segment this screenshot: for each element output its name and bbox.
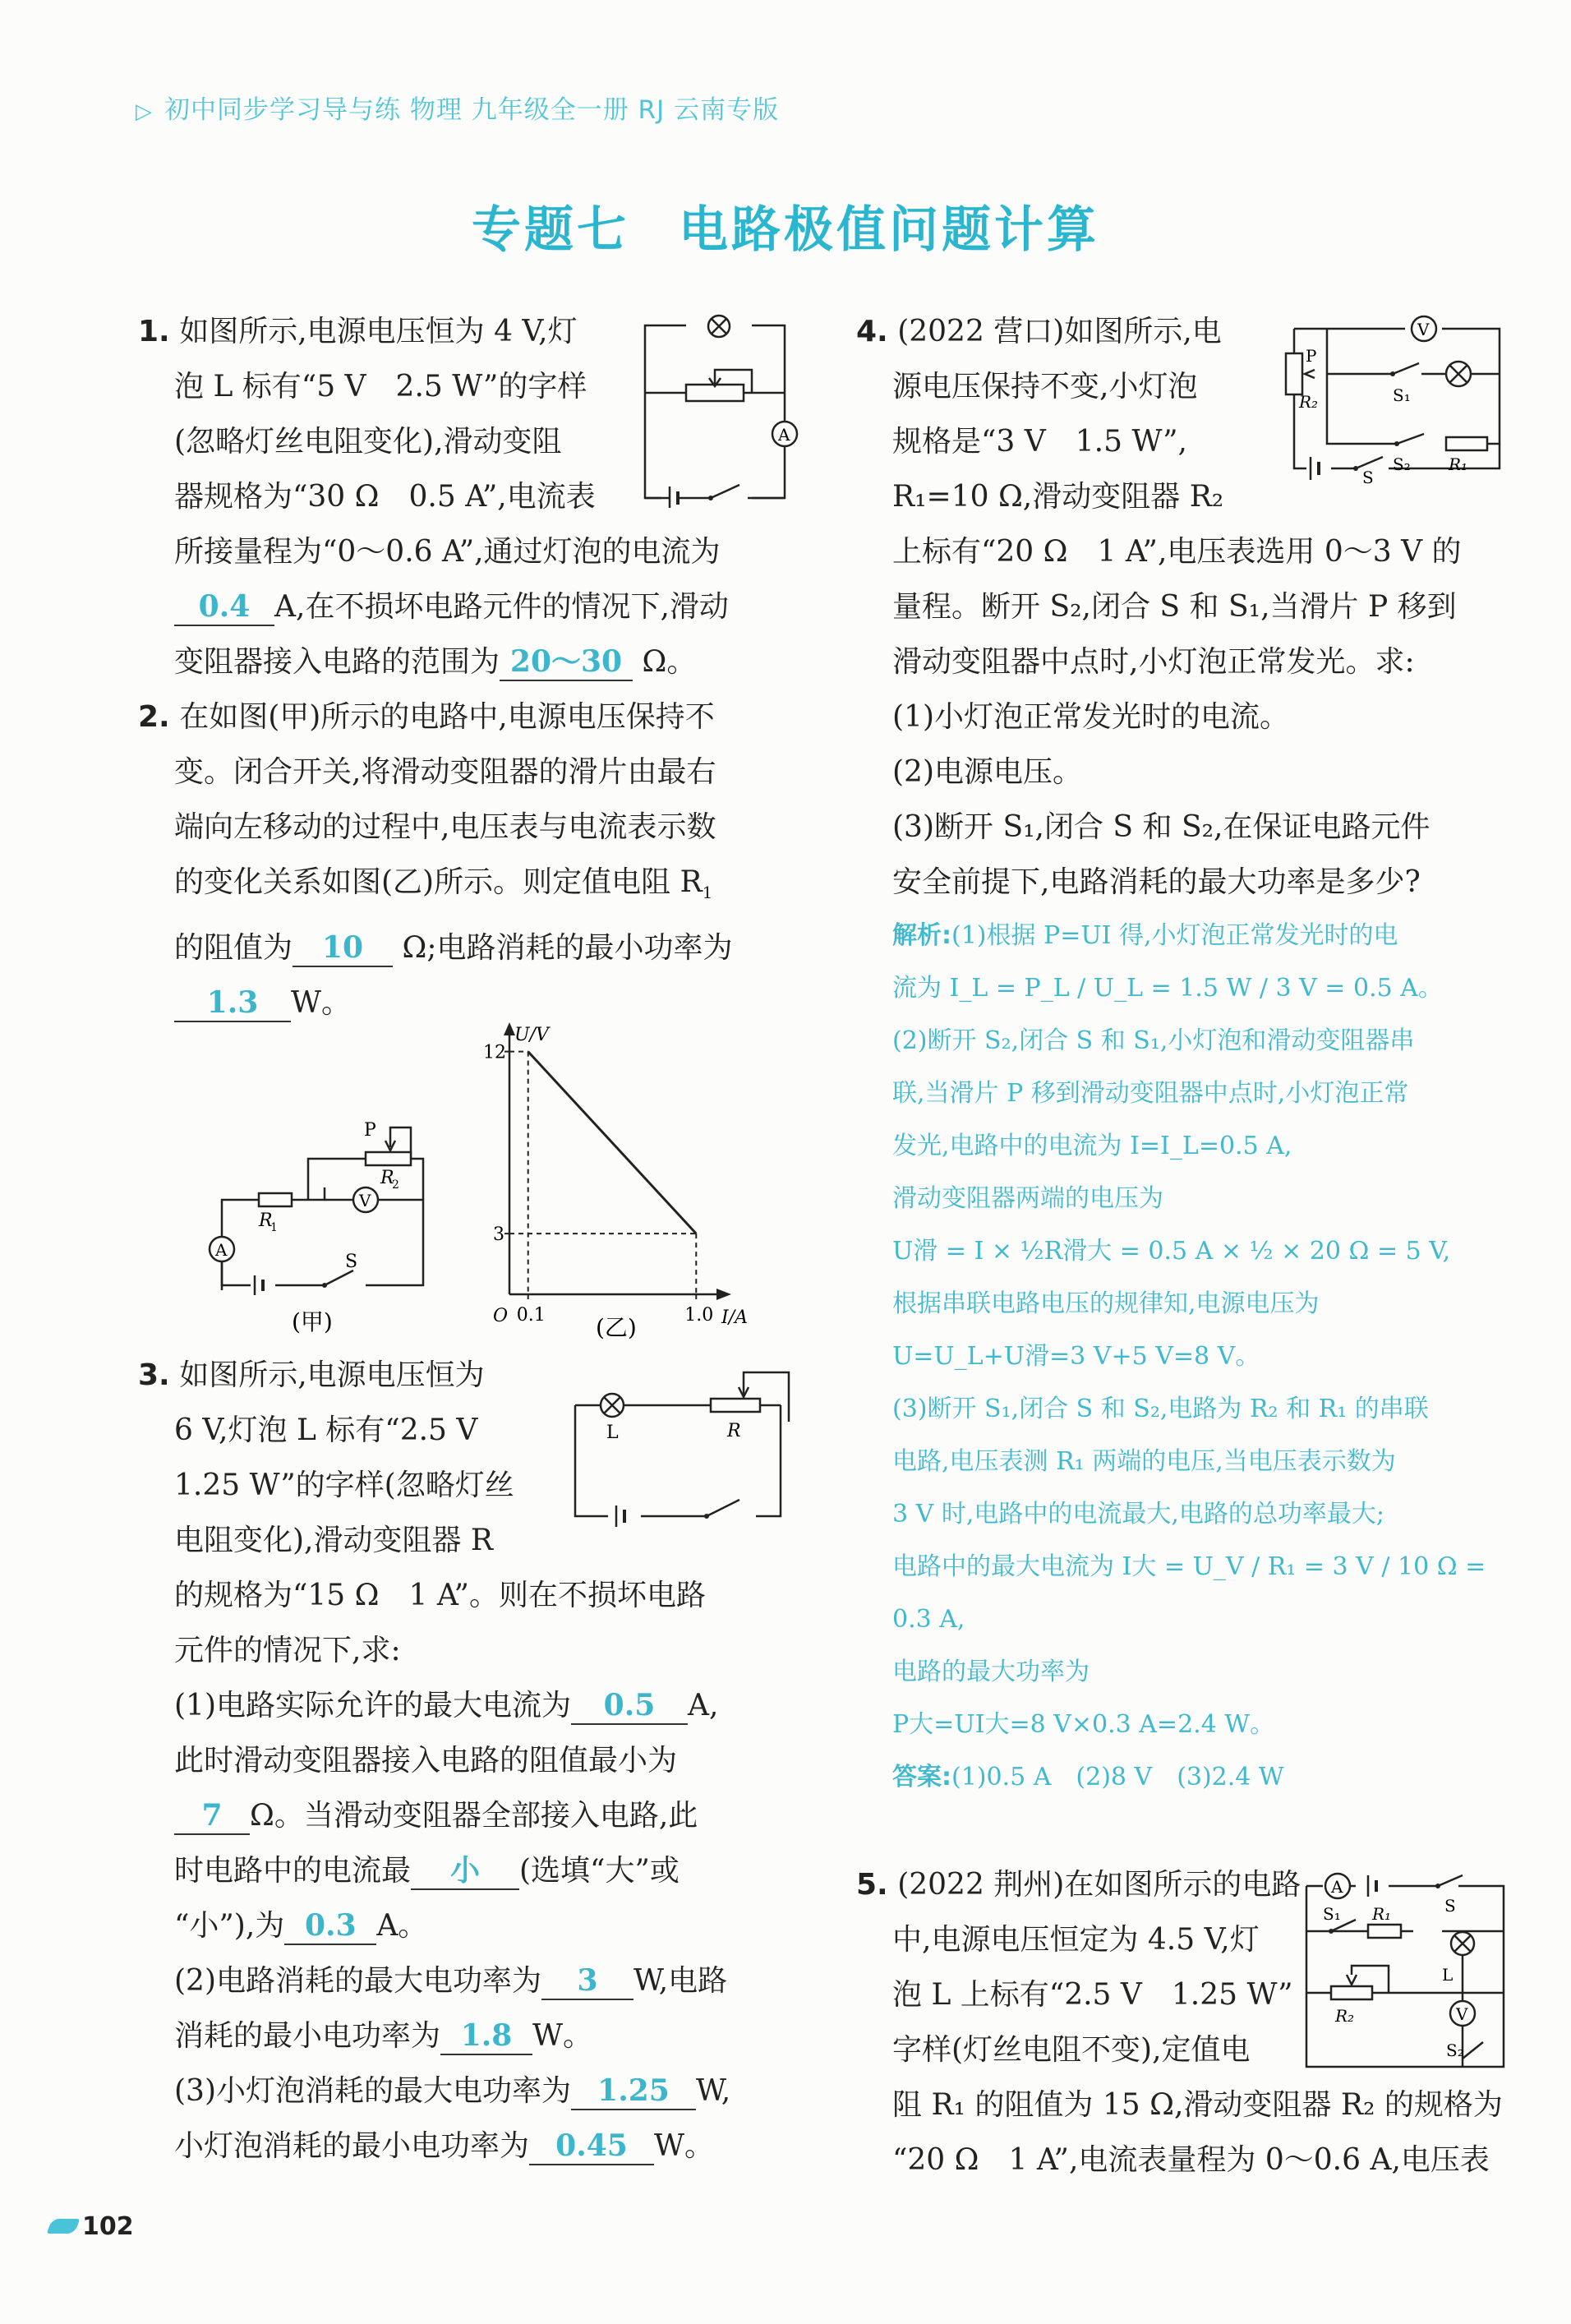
svg-text:2: 2: [392, 1178, 399, 1192]
svg-text:L: L: [1442, 1965, 1454, 1985]
origin-label: O: [493, 1306, 509, 1326]
answer-blank: 0.45: [529, 2128, 654, 2165]
q4-circuit-figure: [1278, 312, 1516, 485]
resistor-r1-icon: [1368, 1925, 1401, 1938]
x-axis-label: I/A: [721, 1307, 748, 1328]
question-2: 2. 在如图(甲)所示的电路中,电源电压保持不 变。闭合开关,将滑动变阻器的滑片由最右 端向左移动的过程中,电压表与电流表示数 的变化关系如图(乙)所示。则定值电阻 $R_1$ 的阻值为 10 Ω;电路消耗的最小功率为 1.3 W。: [138, 689, 795, 1031]
svg-text:P: P: [364, 1120, 376, 1141]
answer-blank: 20～30: [500, 643, 633, 681]
answer-blank: 0.3: [284, 1907, 376, 1945]
x-tick-label: 1.0: [684, 1305, 714, 1326]
series-line-u-i: [528, 1052, 697, 1234]
rheostat-r2-icon: [1331, 1986, 1372, 1999]
x-tick-label: 0.1: [516, 1305, 546, 1326]
svg-text:V: V: [1456, 2004, 1468, 2024]
resistor-r1-icon: [259, 1193, 292, 1206]
svg-text:R₂: R₂: [1299, 392, 1319, 412]
svg-text:1: 1: [270, 1221, 278, 1234]
svg-text:R₂: R₂: [1335, 2006, 1355, 2026]
svg-text:R: R: [380, 1168, 394, 1188]
answer-blank: 1.25: [571, 2073, 696, 2110]
svg-text:V: V: [359, 1191, 371, 1210]
svg-text:S: S: [1362, 468, 1374, 485]
y-tick-label: 12: [483, 1042, 506, 1063]
answer-blank: 0.4: [174, 588, 274, 626]
svg-text:S₁: S₁: [1323, 1904, 1341, 1924]
q2-circuit-jia: [201, 1118, 440, 1340]
question-1: 1. 如图所示,电源电压恒为 4 V,灯 泡 L 标有“5 V 2.5 W”的字样 (忽略灯丝电阻变化),滑动变阻 器规格为“30 Ω 0.5 A”,电流表 所接量程为“0～0.6 A”,通过灯泡的电流为 0.4 A,在不损坏电路元件的情况下,滑动 变阻器接入电路的范围为 20～30 Ω。: [138, 304, 795, 689]
question-3: 3. 如图所示,电源电压恒为 6 V,灯泡 L 标有“2.5 V 1.25 W”的字样(忽略灯丝 电阻变化),滑动变阻器 R 的规格为“15 Ω 1 A”。则在不损坏电路 元件的情况下,求: (1)电路实际允许的最大电流为 0.5 A, 此时滑动变阻器接入电路的阻值最小为 7 Ω。当滑动变阻器全部接入电路,此 时电路中的电流最 小 (选填“大”或 “小”),为 0.3 A。 (2)电路消耗的最大电功率为 3 W,电路 消耗的最小电功率为 1.8 W。 (3)小灯泡消耗的最大电功率为 1.25 W, 小灯泡消耗的最小电功率为 0.45 W。: [138, 1348, 795, 2174]
answer-blank: 小: [411, 1852, 519, 1890]
page-title: 专题七 电路极值问题计算: [472, 201, 1099, 259]
answer-blank: 3: [541, 1962, 633, 2000]
page-number: 102: [82, 2212, 134, 2241]
y-tick-label: 3: [493, 1224, 504, 1246]
svg-text:S₁: S₁: [1393, 385, 1411, 405]
svg-text:S₂: S₂: [1393, 454, 1411, 474]
svg-text:S: S: [1444, 1896, 1456, 1916]
q2-ui-graph: [460, 1019, 781, 1344]
q5-circuit-figure: [1298, 1865, 1520, 2079]
answer-blank: 10: [293, 929, 393, 967]
y-axis-label: U/V: [514, 1025, 549, 1045]
answer-blank: 7: [174, 1797, 250, 1835]
ammeter-label: A: [778, 425, 790, 445]
rheostat-r2-icon: [366, 1152, 411, 1165]
right-column: [856, 304, 1505, 1804]
question-5: 5. (2022 荆州)在如图所示的电路 中,电源电压恒定为 4.5 V,灯 泡 L 上标有“2.5 V 1.25 W” 字样(灯丝电阻不变),定值电 阻 R₁ 的阻值为 15 Ω,滑动变阻器 R₂ 的规格为 “20 Ω 1 A”,电流表量程为 0～0.6 A,电压表: [856, 1868, 1503, 2177]
solution: 解析:(1)根据 P=UI 得,小灯泡正常发光时的电 流为 I_L = P_L / U_L = 1.5 W / 3 V = 0.5 A。 (2)断开 S₂,闭合 S 和 S₁,小灯泡和滑动变阻器串 联,当滑片 P 移到滑动变阻器中点时,小灯泡正常 发光,电路中的电流为 I=I_L=0.5 A, 滑动变阻器两端的电压为 U滑 = I × ½R滑大 = 0.5 A × ½ × 20 Ω = 5 V, 根据串联电路电压的规律知,电源电压为 U=U_L+U滑=3 V+5 V=8 V。 (3)断开 S₁,闭合 S 和 S₂,电路为 R₂ 和 R₁ 的串联 电路,电压表测 R₁ 两端的电压,当电压表示数为 3 V 时,电路中的电流最大,电路的总功率最大; 电路中的最大电流为 I大 = U_V / R₁ = 3 V / 10 Ω = 0.3 A, 电路的最大功率为 P大=UI大=8 V×0.3 A=2.4 W。 答案:(1)0.5 A (2)8 V (3)2.4 W: [892, 921, 1486, 1791]
rheostat-r2-icon: [1286, 353, 1302, 394]
answer-blank: 0.5: [571, 1687, 688, 1725]
svg-text:R: R: [727, 1421, 741, 1441]
page-mark-icon: [47, 2219, 81, 2234]
answer-blank: 1.3: [174, 984, 291, 1022]
question-4: 4. (2022 营口)如图所示,电 源电压保持不变,小灯泡 规格是“3 V 1.5 W”, R₁=10 Ω,滑动变阻器 R₂ 上标有“20 Ω 1 A”,电压表选用 0～3 V 的 量程。断开 S₂,闭合 S 和 S₁,当滑片 P 移到 滑动变阻器中点时,小灯泡正常发光。求: (1)小灯泡正常发光时的电流。 (2)电源电压。 (3)断开 S₁,闭合 S 和 S₂,在保证电路元件 安全前提下,电路消耗的最大功率是多少? 解析:(1)根据 P=UI 得,小灯泡正常发光时的电 流为 I_L = P_L / U_L = 1.5 W / 3 V = 0.5 A。 (2)断开 S₂,闭合 S 和 S₁,小灯泡和滑动变阻器串 联,当滑片 P 移到滑动变阻器中点时,小灯泡正常 发光,电路中的电流为 I=I_L=0.5 A, 滑动变阻器两端的电压为 U滑 = I × ½R滑大 = 0.5 A × ½ × 20 Ω = 5 V, 根据串联电路电压的规律知,电源电压为 U=U_L+U滑=3 V+5 V=8 V。 (3)断开 S₁,闭合 S 和 S₂,电路为 R₂ 和 R₁ 的串联 电路,电压表测 R₁ 两端的电压,当电压表示数为 3 V 时,电路中的电流最大,电路的总功率最大; 电路中的最大电流为 I大 = U_V / R₁ = 3 V / 10 Ω = 0.3 A, 电路的最大功率为 P大=UI大=8 V×0.3 A=2.4 W。 答案:(1)0.5 A (2)8 V (3)2.4 W: [856, 304, 1505, 1804]
answer-blank: 1.8: [440, 2017, 532, 2055]
svg-text:P: P: [1306, 346, 1317, 366]
q1-circuit-figure: [637, 311, 801, 508]
svg-text:R₁: R₁: [1449, 454, 1468, 474]
rheostat-icon: [711, 1399, 760, 1412]
running-header: ▷ 初中同步学习导与练 物理 九年级全一册 RJ 云南专版: [136, 95, 780, 125]
svg-text:S: S: [345, 1252, 358, 1272]
svg-text:R₁: R₁: [1372, 1904, 1392, 1924]
figure-caption: (乙): [596, 1314, 637, 1341]
svg-text:A: A: [1331, 1877, 1343, 1897]
figure-caption: (甲): [292, 1308, 333, 1335]
svg-text:R: R: [259, 1210, 273, 1231]
svg-text:L: L: [606, 1423, 619, 1443]
svg-text:V: V: [1417, 320, 1430, 339]
q3-circuit-figure: [567, 1364, 797, 1529]
svg-text:A: A: [215, 1240, 228, 1260]
svg-text:S₂: S₂: [1446, 2040, 1464, 2060]
resistor-r1-icon: [1446, 437, 1487, 450]
play-triangle-icon: ▷: [136, 99, 153, 124]
